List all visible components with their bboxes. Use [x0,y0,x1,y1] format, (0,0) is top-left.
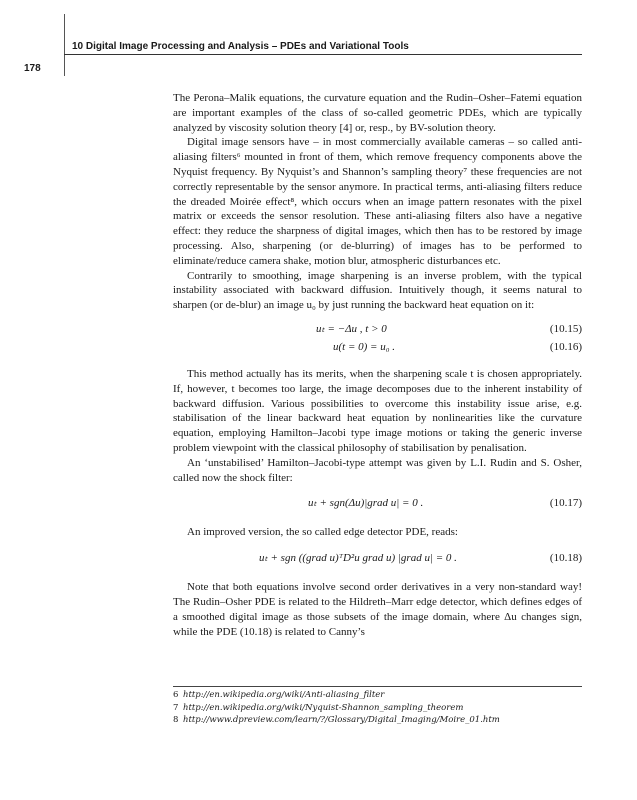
paragraph: Digital image sensors have – in most commercially available cameras – so called anti-aliasing filters⁶ mounted in front of them, which remove frequency components above the Nyquist frequency. By Nyquist’s and Shannon’s sampling theory⁷ these frequencies are not correctly representable by the sensor anymore. In practical terms, anti-aliasing filters reduce the dreaded Moirée effect⁸, which occurs when an image pattern resonates with the pixel matrix or exceeds the sensor resolution. These anti-aliasing filters also have a negative effect: they reduce the sharpness of digital images, which then has to be restored by image processing. Also, sharpening (or de-blurring) of images has to be performed to eliminate/reduce camera shake, motion blur, atmospheric disturbances etc. [173,136,582,267]
equation-10-18 [173,550,582,568]
equation-10-15 [173,321,582,339]
page-number: 178 [24,63,41,74]
paragraph: The Perona–Malik equations, the curvature equation and the Rudin–Osher–Fatemi equation are important examples of the class of so-called geometric PDEs, which are typically analyzed by viscosity solution theory [4] or, resp., by BV-solution theory. [173,92,582,134]
running-header [64,40,582,55]
paragraph: Note that both equations involve second order derivatives in a very non-standard way! The Rudin–Osher PDE is related to the Hildreth–Marr edge detector, which defines edges of a smoothed digital image as those subsets of the image domain, where Δu changes sign, while the PDE (10.18) is related to Canny’s [173,581,582,638]
body-text [173,91,582,639]
paragraph: An ‘unstabilised’ Hamilton–Jacobi-type attempt was given by L.I. Rudin and S. Osher, called now the shock filter: [173,456,582,484]
equation-number: (10.18) [549,552,582,565]
paragraph: An improved version, the so called edge detector PDE, reads: [187,526,458,539]
equation-number: (10.16) [549,340,582,353]
equation-expression: u(t = 0) = u₀ . [333,340,396,353]
equation-number: (10.15) [549,322,582,335]
equation-expression: uₜ + sgn ((grad u)ᵀD²u grad u) |grad u| = 0 . [259,552,457,565]
footnote: 7 http://en.wikipedia.org/wiki/Nyquist-Shannon_sampling_theorem [173,702,464,713]
footnote-link[interactable]: http://en.wikipedia.org/wiki/Nyquist-Shannon_sampling_theorem [183,702,464,713]
chapter-title: 10 Digital Image Processing and Analysis – PDEs and Variational Tools [72,41,409,52]
equation-10-17 [173,495,582,513]
footnote-link[interactable]: http://en.wikipedia.org/wiki/Anti-aliasing_filter [183,690,385,700]
equation-number: (10.17) [549,497,582,510]
paragraph: This method actually has its merits, when the sharpening scale t is chosen appropriately. If, however, t becomes too large, the image decomposes due to the inherent instability of backward diffusion. Various possibilities to overcome this instability issue arise, e.g. stabilisation of the linear backward heat equation by nonlinearities like the curvature equation, employing Hamilton–Jacobi type image motions or taking the generic inverse problem viewpoint with the classical philosophy of stabilisation by penalisation. [173,367,582,454]
equation-expression: uₜ = −Δu , t > 0 [316,322,387,335]
footnote-link[interactable]: http://www.dpreview.com/learn/?/Glossary/Digital_Imaging/Moire_01.htm [183,715,500,725]
equation-expression: uₜ + sgn(Δu)|grad u| = 0 . [308,497,424,510]
equation-10-16 [173,339,582,357]
paragraph: Contrarily to smoothing, image sharpening is an inverse problem, with the typical instability associated with backward diffusion. Intuitively though, it seems natural to sharpen (or de-blur) an image u₀ by just running the backward heat equation on it: [173,269,582,312]
footnotes [173,686,582,727]
footnote: 8 http://www.dpreview.com/learn/?/Glossary/Digital_Imaging/Moire_01.htm [173,715,500,725]
footnote: 6 http://en.wikipedia.org/wiki/Anti-aliasing_filter [173,690,385,700]
